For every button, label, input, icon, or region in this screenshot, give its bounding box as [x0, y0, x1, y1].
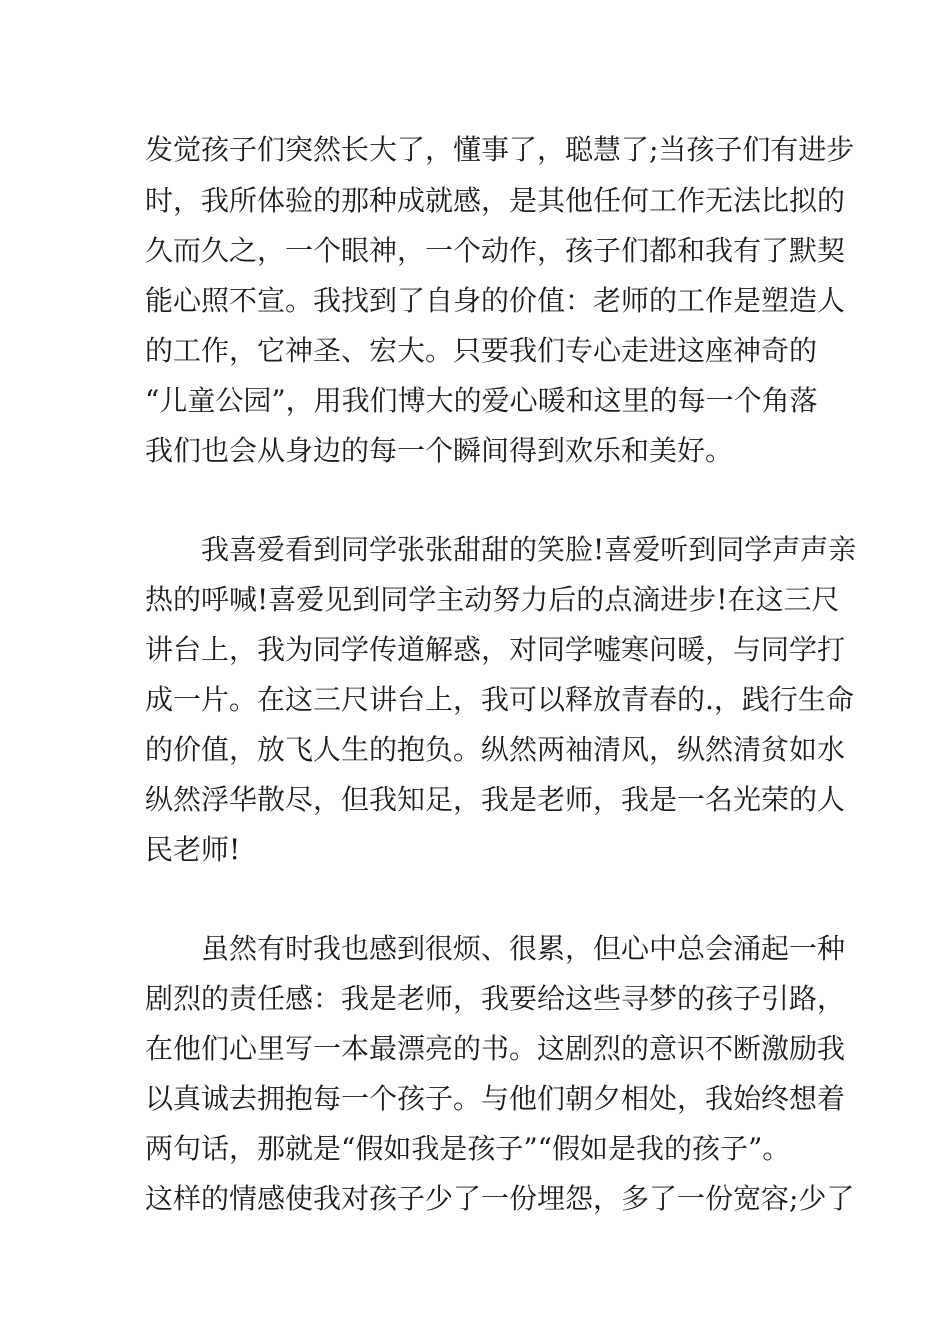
text-line: 讲台上，我为同学传道解惑，对同学嘘寒问暖，与同学打 — [145, 633, 846, 666]
text-line: 两句话，那就是“假如我是孩子”“假如是我的孩子”。 — [145, 1132, 791, 1165]
text-line: 虽然有时我也感到很烦、很累，但心中总会涌起一种 — [201, 932, 846, 965]
text-line: 发觉孩子们突然长大了，懂事了，聪慧了;当孩子们有进步 — [145, 133, 855, 166]
text-line: 成一片。在这三尺讲台上，我可以释放青春的.，践行生命 — [145, 683, 854, 716]
text-line: 久而久之，一个眼神，一个动作，孩子们都和我有了默契 — [145, 234, 846, 267]
text-line: 时，我所体验的那种成就感，是其他任何工作无法比拟的 — [145, 184, 846, 217]
text-line: 我们也会从身边的每一个瞬间得到欢乐和美好。 — [145, 434, 734, 467]
text-line: 能心照不宣。我找到了自身的价值：老师的工作是塑造人 — [145, 284, 846, 317]
text-line: 的工作，它神圣、宏大。只要我们专心走进这座神奇的 — [145, 334, 818, 367]
text-line: 纵然浮华散尽，但我知足，我是老师，我是一名光荣的人 — [145, 783, 846, 816]
text-line: 以真诚去拥抱每一个孩子。与他们朝夕相处，我始终想着 — [145, 1082, 846, 1115]
text-line: 热的呼喊!喜爱见到同学主动努力后的点滴进步!在这三尺 — [145, 583, 840, 616]
text-line: 这样的情感使我对孩子少了一份埋怨，多了一份宽容;少了 — [145, 1182, 855, 1215]
text-line: 在他们心里写一本最漂亮的书。这剧烈的意识不断激励我 — [145, 1032, 846, 1065]
text-line: 我喜爱看到同学张张甜甜的笑脸!喜爱听到同学声声亲 — [201, 533, 857, 566]
text-line: 的价值，放飞人生的抱负。纵然两袖清风，纵然清贫如水 — [145, 733, 846, 766]
text-line: 剧烈的责任感：我是老师，我要给这些寻梦的孩子引路， — [145, 982, 846, 1015]
text-line: “儿童公园”，用我们博大的爱心暖和这里的每一个角落 — [145, 384, 818, 417]
text-line: 民老师! — [145, 833, 241, 866]
